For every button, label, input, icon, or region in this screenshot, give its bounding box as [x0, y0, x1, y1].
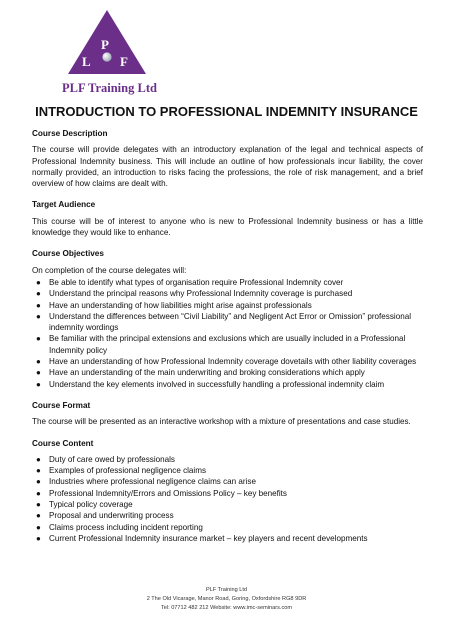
bullet-icon: ● — [36, 466, 41, 476]
list-item — [32, 333, 423, 356]
logo-letter-l: L — [82, 54, 91, 69]
logo-letter-p: P — [101, 37, 109, 52]
list-item — [32, 300, 423, 311]
section-target-audience — [32, 199, 423, 238]
footer-company: PLF Training Ltd — [205, 587, 248, 593]
list-item-text: Understand the differences between “Civil Liability” and Negligent Act Error or Omission” professional indemnity wordings — [49, 311, 411, 333]
bullet-icon: ● — [36, 454, 41, 464]
list-item-text: Have an understanding of how liabilities might arise against professionals — [49, 300, 312, 310]
list-item-text: Understand the key elements involved in successfully handling a professional indemnity claim — [49, 379, 385, 389]
list-item-text: Be able to identify what types of organisation require Professional Indemnity cover — [49, 277, 344, 287]
list-item-text: Have an understanding of the main underwriting and broking considerations which apply — [49, 368, 365, 378]
section-heading: Course Objectives — [32, 249, 104, 259]
objectives-list — [32, 277, 423, 390]
bullet-icon: ● — [36, 334, 41, 344]
list-item — [32, 367, 423, 378]
section-heading: Course Format — [32, 400, 91, 410]
list-item — [32, 311, 423, 334]
list-item — [32, 288, 423, 299]
bullet-icon: ● — [36, 379, 41, 389]
section-text: This course will be of interest to anyone who is new to Professional Indemnity business or has a little knowledge they would like to enhance. — [32, 216, 423, 238]
section-course-content — [32, 438, 423, 545]
list-item-text: Claims process including incident reporting — [49, 522, 203, 532]
section-course-description — [32, 128, 423, 189]
list-item — [32, 465, 423, 476]
page-title: INTRODUCTION TO PROFESSIONAL INDEMNITY INSURANCE — [35, 104, 418, 119]
list-item — [32, 510, 423, 521]
logo-letter-f: F — [120, 54, 128, 69]
footer-address: 2 The Old Vicarage, Manor Road, Goring, Oxfordshire RG8 9DR — [146, 596, 307, 602]
list-item — [32, 488, 423, 499]
bullet-icon: ● — [36, 368, 41, 378]
list-item — [32, 533, 423, 544]
bullet-icon: ● — [36, 533, 41, 543]
bullet-icon: ● — [36, 477, 41, 487]
bullet-icon: ● — [36, 300, 41, 310]
company-logo — [62, 10, 157, 104]
document-body — [32, 128, 423, 554]
footer-contact: Tel: 07712 482 212 Website: www.imc-seminars.com — [160, 605, 293, 611]
section-text: The course will be presented as an interactive workshop with a mixture of presentations and case studies. — [32, 417, 411, 427]
bullet-icon: ● — [36, 522, 41, 532]
section-course-objectives — [32, 248, 423, 390]
list-item — [32, 277, 423, 288]
list-item — [32, 379, 423, 390]
bullet-icon: ● — [36, 500, 41, 510]
section-heading: Course Description — [32, 129, 108, 138]
list-item-text: Examples of professional negligence claims — [49, 466, 207, 476]
section-text: The course will provide delegates with an introductory explanation of the legal and technical aspects of Professional Indemnity business. This will include an outline of how professionals incur liability, the cover normally provided, an introduction to risks facing the professions, the role of risk management, and a brief overview of how claims are dealt with. — [32, 145, 423, 189]
list-item — [32, 454, 423, 465]
list-item-text: Professional Indemnity/Errors and Omissions Policy – key benefits — [49, 488, 287, 498]
list-item — [32, 356, 423, 367]
section-heading: Target Audience — [32, 200, 96, 210]
list-item-text: Typical policy coverage — [49, 500, 133, 510]
list-item — [32, 499, 423, 510]
logo-ball-icon — [102, 52, 112, 62]
list-item-text: Duty of care owed by professionals — [49, 454, 175, 464]
section-heading: Course Content — [32, 438, 94, 448]
list-item-text: Current Professional Indemnity insurance market – key players and recent developments — [49, 533, 368, 543]
list-item-text: Understand the principal reasons why Professional Indemnity coverage is purchased — [49, 289, 353, 299]
page-footer — [0, 586, 453, 613]
list-item — [32, 522, 423, 533]
bullet-icon: ● — [36, 277, 41, 287]
section-intro: On completion of the course delegates will: — [32, 265, 187, 275]
list-item-text: Be familiar with the principal extensions and exclusions which are usually included in a Professional Indemnity policy — [49, 334, 406, 355]
bullet-icon: ● — [36, 289, 41, 299]
list-item — [32, 476, 423, 487]
list-item-text: Industries where professional negligence claims can arise — [49, 477, 256, 487]
logo-company-name: PLF Training Ltd — [62, 81, 157, 95]
list-item-text: Proposal and underwriting process — [49, 511, 174, 521]
bullet-icon: ● — [36, 311, 41, 321]
bullet-icon: ● — [36, 511, 41, 521]
section-course-format — [32, 400, 423, 428]
list-item-text: Have an understanding of how Professional Indemnity coverage dovetails with other liability coverages — [49, 357, 417, 367]
content-list — [32, 454, 423, 544]
bullet-icon: ● — [36, 488, 41, 498]
bullet-icon: ● — [36, 357, 41, 367]
